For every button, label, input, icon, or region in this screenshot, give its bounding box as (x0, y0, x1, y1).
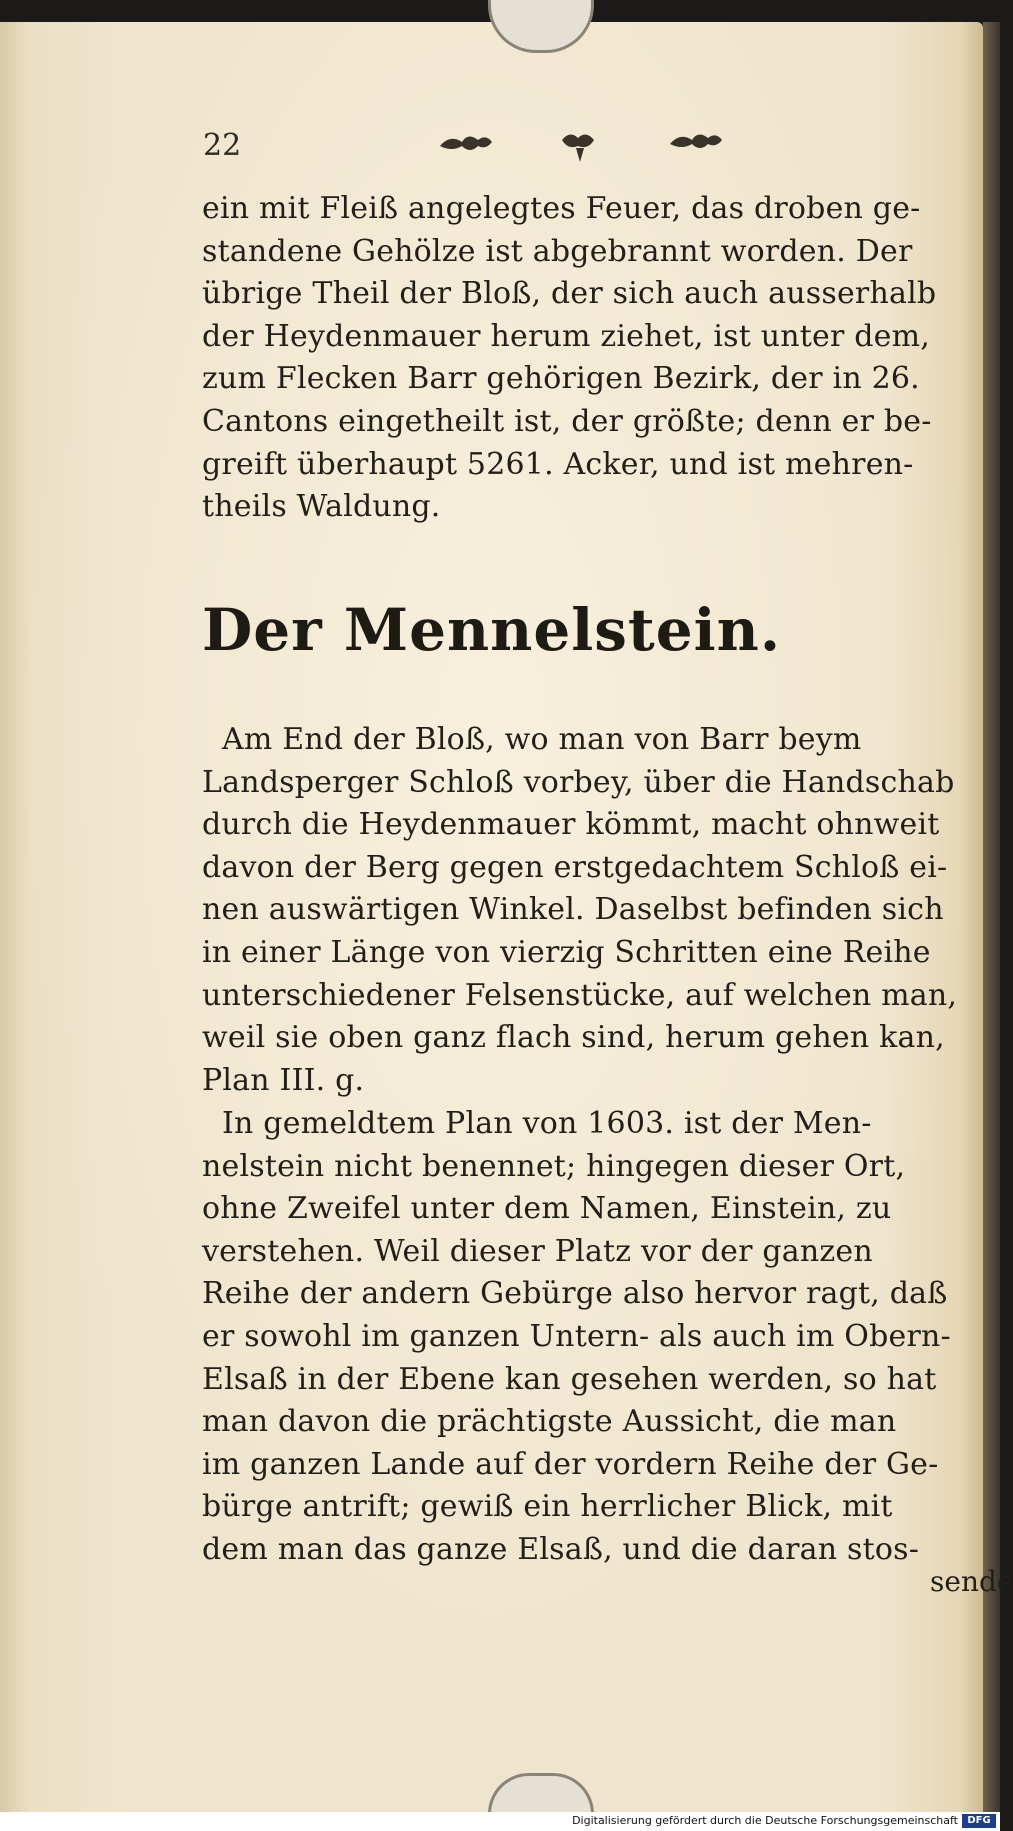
page-header (0, 118, 983, 168)
paragraph-1 (202, 188, 992, 529)
text-line: im ganzen Lande auf der vordern Reihe der Ge- (202, 1446, 939, 1482)
paragraph-3 (202, 1103, 1012, 1572)
text-line: theils Waldung. (202, 489, 441, 525)
decorative-ornament (430, 118, 740, 168)
text-line: standene Gehölze ist abgebrannt worden. Der (202, 233, 913, 269)
text-line: nen auswärtigen Winkel. Daselbst befinden sich (202, 892, 944, 928)
section-heading: Der Mennelstein. (201, 596, 782, 664)
text-line: greift überhaupt 5261. Acker, und ist mehren- (202, 446, 914, 482)
text-line: übrige Theil der Bloß, der sich auch ausserhalb (202, 276, 937, 312)
text-line: Landsperger Schloß vorbey, über die Handschab (202, 764, 955, 800)
text-line: ohne Zweifel unter dem Namen, Einstein, zu (202, 1191, 892, 1227)
text-line: weil sie oben ganz flach sind, herum gehen kan, (202, 1020, 945, 1056)
text-line: in einer Länge von vierzig Schritten eine Reihe (202, 934, 931, 970)
text-line: bürge antrift; gewiß ein herrlicher Blick, mit (202, 1489, 893, 1525)
text-line: unterschiedener Felsenstücke, auf welchen man, (202, 977, 958, 1013)
text-line: der Heydenmauer herum ziehet, ist unter dem, (202, 318, 930, 354)
text-line: Am End der Bloß, wo man von Barr beym (222, 722, 862, 757)
text-line: Reihe der andern Gebürge also hervor ragt, daß (202, 1276, 948, 1312)
text-line: zum Flecken Barr gehörigen Bezirk, der in 26. (202, 361, 920, 397)
text-line: er sowohl im ganzen Untern- als auch im Obern- (202, 1318, 951, 1354)
text-line: In gemeldtem Plan von 1603. ist der Men- (222, 1106, 872, 1141)
text-line: durch die Heydenmauer kömmt, macht ohnweit (202, 807, 940, 843)
dfg-logo: DFG (962, 1814, 996, 1828)
text-line: davon der Berg gegen erstgedachtem Schloß ei- (202, 849, 948, 885)
text-line: Cantons eingetheilt ist, der größte; denn er be- (202, 403, 932, 439)
catchword: sende (930, 1565, 1013, 1598)
text-line: verstehen. Weil dieser Platz vor der ganzen (202, 1233, 873, 1269)
paragraph-2 (202, 719, 1012, 1102)
text-line: nelstein nicht benennet; hingegen dieser Ort, (202, 1148, 906, 1184)
page-number: 22 (203, 128, 242, 163)
text-line: ein mit Fleiß angelegtes Feuer, das droben ge- (202, 191, 921, 226)
text-line: man davon die prächtigste Aussicht, die man (202, 1404, 897, 1440)
footer-credit: Digitalisierung gefördert durch die Deutsche Forschungsgemeinschaft (572, 1814, 958, 1827)
text-line: Elsaß in der Ebene kan gesehen werden, so hat (202, 1361, 937, 1397)
text-line: dem man das ganze Elsaß, und die daran stos- (202, 1531, 920, 1567)
text-line: Plan III. g. (202, 1062, 365, 1098)
